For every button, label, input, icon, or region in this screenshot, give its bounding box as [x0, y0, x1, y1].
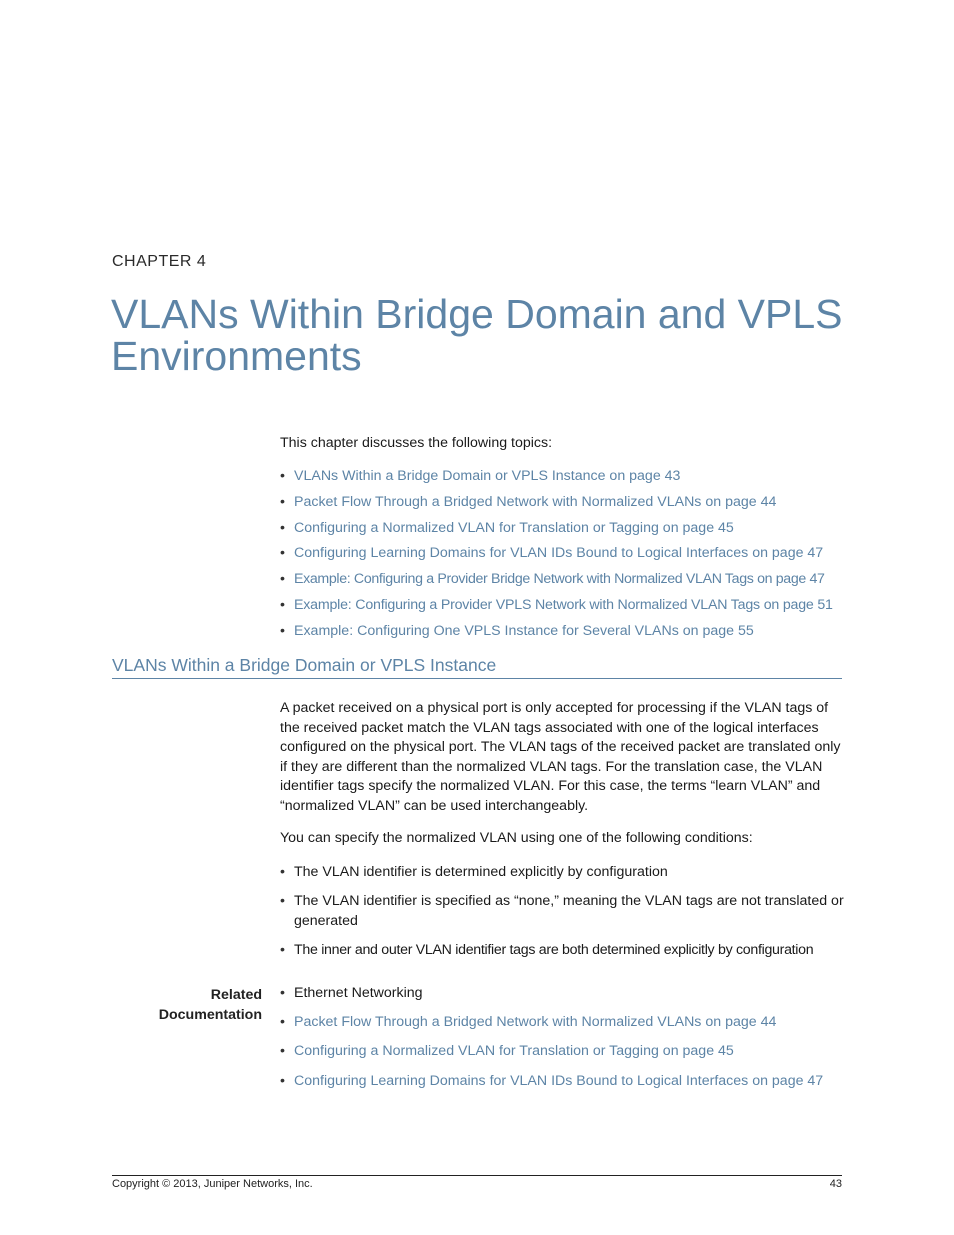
bullet-icon: •	[280, 864, 285, 880]
condition-text: The VLAN identifier is specified as “none,” meaning the VLAN tags are not translated or generated	[294, 893, 844, 929]
condition-item	[280, 941, 845, 961]
topic-item	[280, 596, 845, 622]
bullet-icon: •	[280, 596, 285, 613]
related-list	[280, 984, 845, 1101]
bullet-icon: •	[280, 893, 285, 910]
related-link[interactable]: Configuring a Normalized VLAN for Translation or Tagging on page 45	[294, 1043, 734, 1060]
body-paragraph: A packet received on a physical port is only accepted for processing if the VLAN tags of the received packet match the VLAN tags associated with one of the logical interfaces configured on the physical port. The VLAN tags of the received packet are translated only if they are different than the normalized VLAN tags. For the translation case, the VLAN identifier tags specify the normalized VLAN. For this case, the terms “learn VLAN” and “normalized VLAN” can be used interchangeably.	[280, 700, 841, 814]
topic-item	[280, 493, 845, 519]
footer-copyright: Copyright © 2013, Juniper Networks, Inc.	[112, 1178, 313, 1190]
topic-item	[280, 467, 845, 493]
bullet-icon: •	[280, 985, 285, 1001]
topic-link[interactable]: Packet Flow Through a Bridged Network with Normalized VLANs on page 44	[294, 493, 777, 510]
related-item	[280, 1042, 845, 1062]
topic-list	[280, 467, 845, 648]
topic-link[interactable]: VLANs Within a Bridge Domain or VPLS Instance on page 43	[294, 468, 681, 484]
intro-text: This chapter discusses the following topics:	[280, 435, 553, 451]
body-paragraph: You can specify the normalized VLAN using one of the following conditions:	[280, 830, 753, 846]
topic-link[interactable]: Example: Configuring One VPLS Instance for Several VLANs on page 55	[294, 622, 754, 639]
topic-item	[280, 622, 845, 648]
related-item	[280, 984, 845, 1004]
topic-link[interactable]: Example: Configuring a Provider VPLS Network with Normalized VLAN Tags on page 51	[294, 596, 833, 613]
condition-list	[280, 863, 845, 970]
topic-link[interactable]: Example: Configuring a Provider Bridge Network with Normalized VLAN Tags on page 47	[294, 571, 825, 588]
condition-text: The VLAN identifier is determined explicitly by configuration	[294, 864, 668, 880]
section-heading: VLANs Within a Bridge Domain or VPLS Instance	[112, 655, 842, 679]
related-link[interactable]: Configuring Learning Domains for VLAN IDs Bound to Logical Interfaces on page 47	[294, 1072, 824, 1089]
topic-link[interactable]: Configuring a Normalized VLAN for Translation or Tagging on page 45	[294, 519, 734, 536]
bullet-icon: •	[280, 545, 285, 562]
bullet-icon: •	[280, 493, 285, 510]
bullet-icon: •	[280, 622, 285, 639]
chapter-label: CHAPTER 4	[112, 253, 207, 270]
bullet-icon: •	[280, 571, 285, 588]
bullet-icon: •	[280, 1014, 285, 1031]
related-label-line: Related	[210, 987, 262, 1003]
related-item	[280, 1013, 845, 1033]
related-text: Ethernet Networking	[294, 985, 423, 1001]
footer-page-number: 43	[829, 1178, 842, 1190]
condition-item	[280, 863, 845, 883]
related-documentation-label	[112, 985, 262, 1025]
topic-link[interactable]: Configuring Learning Domains for VLAN IDs Bound to Logical Interfaces on page 47	[294, 545, 824, 562]
related-link[interactable]: Packet Flow Through a Bridged Network with Normalized VLANs on page 44	[294, 1014, 777, 1031]
bullet-icon: •	[280, 519, 285, 536]
bullet-icon: •	[280, 468, 285, 484]
bullet-icon: •	[280, 1043, 285, 1060]
footer-divider	[112, 1175, 842, 1176]
topic-item	[280, 519, 845, 545]
topic-item	[280, 570, 845, 596]
bullet-icon: •	[280, 1072, 285, 1089]
bullet-icon: •	[280, 941, 285, 958]
chapter-title: VLANs Within Bridge Domain and VPLS Environments	[111, 291, 843, 379]
related-item	[280, 1072, 845, 1092]
related-label-line: Documentation	[158, 1007, 262, 1023]
condition-item	[280, 892, 845, 931]
condition-text: The inner and outer VLAN identifier tags are both determined explicitly by configuration	[294, 941, 814, 958]
topic-item	[280, 544, 845, 570]
